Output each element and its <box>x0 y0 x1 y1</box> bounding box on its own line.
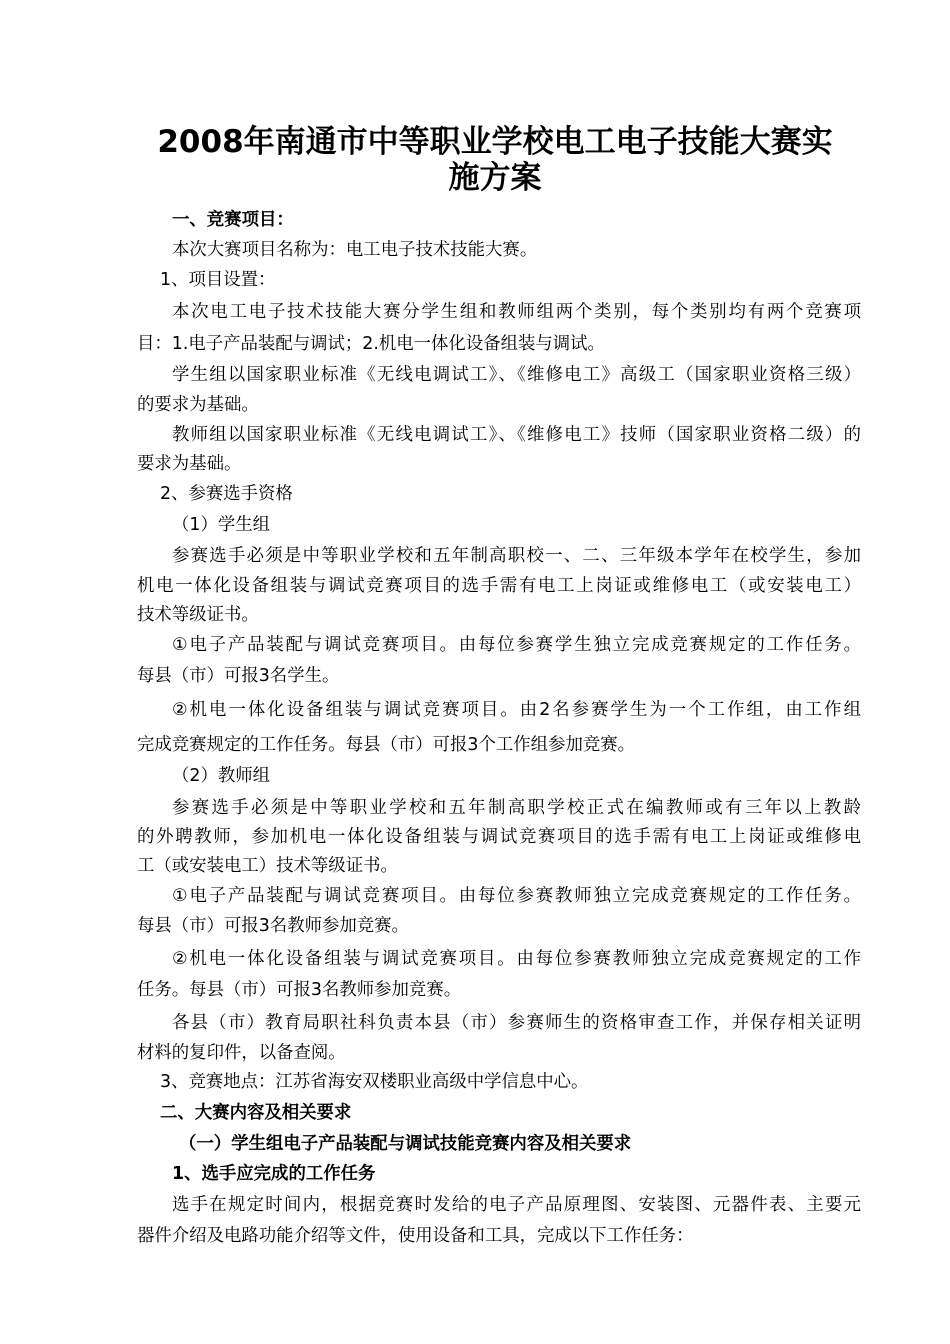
subsection-heading: 2、参赛选手资格 <box>160 484 293 504</box>
paragraph-line: ①电子产品装配与调试竞赛项目。由每位参赛教师独立完成竞赛规定的工作任务。 <box>172 886 861 906</box>
paragraph-line: 每县（市）可报3名教师参加竞赛。 <box>137 916 409 936</box>
title-line-2: 施方案 <box>448 160 542 196</box>
paragraph-line: 参赛选手必须是中等职业学校和五年制高职学校正式在编教师或有三年以上教龄 <box>172 798 861 818</box>
paragraph-line: 学生组以国家职业标准《无线电调试工》、《维修电工》高级工（国家职业资格三级） <box>172 365 861 385</box>
group-heading-teachers: （2）教师组 <box>172 766 271 786</box>
paragraph-line: 每县（市）可报3名学生。 <box>137 666 340 686</box>
subsection-heading-bold: （一）学生组电子产品装配与调试技能竞赛内容及相关要求 <box>179 1134 632 1154</box>
paragraph-line: 要求为基础。 <box>137 454 242 474</box>
paragraph-line: 器件介绍及电路功能介绍等文件，使用设备和工具，完成以下工作任务： <box>137 1226 694 1246</box>
paragraph-line: 技术等级证书。 <box>137 605 259 625</box>
paragraph-line: 各县（市）教育局职社科负责本县（市）参赛师生的资格审查工作，并保存相关证明 <box>172 1013 861 1033</box>
paragraph-line: ②机电一体化设备组装与调试竞赛项目。由2名参赛学生为一个工作组，由工作组 <box>172 700 861 720</box>
paragraph-line: 参赛选手必须是中等职业学校和五年制高职校一、二、三年级本学年在校学生，参加 <box>172 546 861 566</box>
paragraph-line: 任务。每县（市）可报3名教师参加竞赛。 <box>137 980 462 1000</box>
title-line-1: 2008年南通市中等职业学校电工电子技能大赛实 <box>157 124 833 160</box>
subsection-heading: 3、竞赛地点：江苏省海安双楼职业高级中学信息中心。 <box>160 1072 589 1092</box>
group-heading-students: （1）学生组 <box>172 515 271 535</box>
paragraph-line: 工（或安装电工）技术等级证书。 <box>137 856 398 876</box>
paragraph-line: 的要求为基础。 <box>137 395 259 415</box>
paragraph-line: 选手在规定时间内，根据竞赛时发给的电子产品原理图、安装图、元器件表、主要元 <box>172 1195 861 1215</box>
paragraph-line: 材料的复印件，以备查阅。 <box>137 1043 346 1063</box>
section-heading-2: 二、大赛内容及相关要求 <box>160 1103 352 1123</box>
section-heading-1: 一、竞赛项目： <box>172 210 294 230</box>
paragraph-line: 机电一体化设备组装与调试竞赛项目的选手需有电工上岗证或维修电工（或安装电工） <box>137 576 861 596</box>
document-title <box>130 124 860 196</box>
paragraph-line: 本次电工电子技术技能大赛分学生组和教师组两个类别，每个类别均有两个竞赛项 <box>172 302 861 322</box>
paragraph-line: ①电子产品装配与调试竞赛项目。由每位参赛学生独立完成竞赛规定的工作任务。 <box>172 635 861 655</box>
paragraph-line: ②机电一体化设备组装与调试竞赛项目。由每位参赛教师独立完成竞赛规定的工作 <box>172 949 861 969</box>
paragraph-line: 目：1.电子产品装配与调试；2.机电一体化设备组装与调试。 <box>137 334 605 354</box>
paragraph-line: 完成竞赛规定的工作任务。每县（市）可报3个工作组参加竞赛。 <box>137 735 636 755</box>
subsection-heading: 1、项目设置： <box>160 270 276 290</box>
paragraph-line: 教师组以国家职业标准《无线电调试工》、《维修电工》技师（国家职业资格二级）的 <box>172 425 861 445</box>
item-heading-bold: 1、选手应完成的工作任务 <box>172 1164 376 1184</box>
paragraph-line: 本次大赛项目名称为：电工电子技术技能大赛。 <box>172 240 538 260</box>
paragraph-line: 的外聘教师，参加机电一体化设备组装与调试竞赛项目的选手需有电工上岗证或维修电 <box>137 827 861 847</box>
